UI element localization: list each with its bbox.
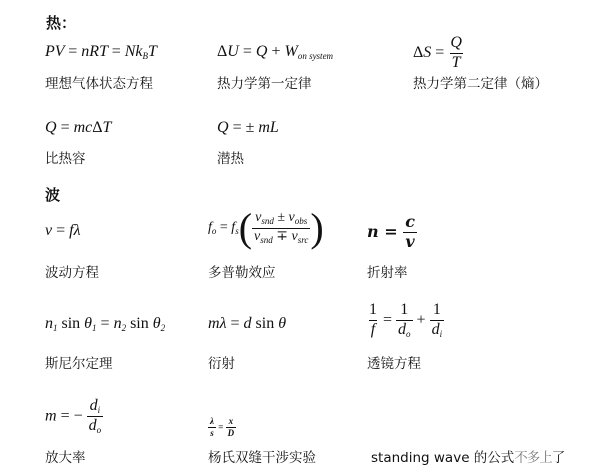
- standing-wave-text: standing wave 的公式: [371, 450, 515, 466]
- label-diffraction: 衍射: [208, 356, 235, 372]
- label-snell: 斯尼尔定理: [45, 356, 113, 372]
- formula-magnification: m = − $\frac{d_i}{d_o}$: [45, 397, 102, 436]
- formula-diffraction: mλ = d sin θ: [208, 315, 287, 332]
- label-ideal-gas: 理想气体状态方程: [45, 76, 153, 92]
- formula-first-law: $\Delta U = Q + W_{on system}$: [217, 43, 334, 61]
- label-second-law: 热力学第二定律（熵）: [413, 76, 548, 92]
- label-specific-heat: 比热容: [45, 151, 86, 167]
- formula-wave-equation: v = fλ: [45, 222, 81, 239]
- label-first-law: 热力学第一定律: [217, 76, 312, 92]
- section-heading-wave: 波: [45, 186, 61, 204]
- formula-refraction: n = $\frac{c}{v}$: [367, 212, 415, 251]
- formula-doppler: $f_o = f_s$( $\frac{v_{snd} \pm v_{obs}}{v_{snd} \mp v_{src}}$ ): [208, 205, 324, 250]
- formula-snell: $n_1$ $\sin \theta_1 = n_2$ $\sin \theta_2$: [45, 315, 166, 333]
- label-wave-equation: 波动方程: [45, 265, 99, 281]
- formula-young: $\frac{\lambda}{s}$ = $\frac{x}{D}$: [210, 416, 235, 439]
- watermark-overlap: 不多上: [514, 450, 552, 466]
- label-magnification: 放大率: [45, 450, 86, 466]
- label-latent-heat: 潜热: [217, 151, 244, 167]
- section-heading-heat: 热：: [46, 14, 77, 32]
- label-refraction: 折射率: [367, 265, 408, 281]
- formula-second-law: ΔS = $\frac{Q}{T}$: [413, 34, 462, 71]
- formula-lens: $\frac{1}{f}$ = $\frac{1}{d_o}$ + $\frac{1}{d_i}$: [369, 301, 443, 339]
- formula-latent-heat: Q = ± mL: [217, 119, 279, 136]
- label-lens: 透镜方程: [367, 356, 421, 372]
- standing-wave-note: [371, 446, 565, 466]
- formula-ideal-gas: PV = nRT = $Nk_BT$: [45, 43, 157, 61]
- standing-wave-tail: 了: [551, 450, 566, 466]
- label-doppler: 多普勒效应: [208, 265, 276, 281]
- label-young: 杨氏双缝干涉实验: [208, 450, 316, 466]
- formula-specific-heat: Q = mcΔT: [45, 119, 112, 136]
